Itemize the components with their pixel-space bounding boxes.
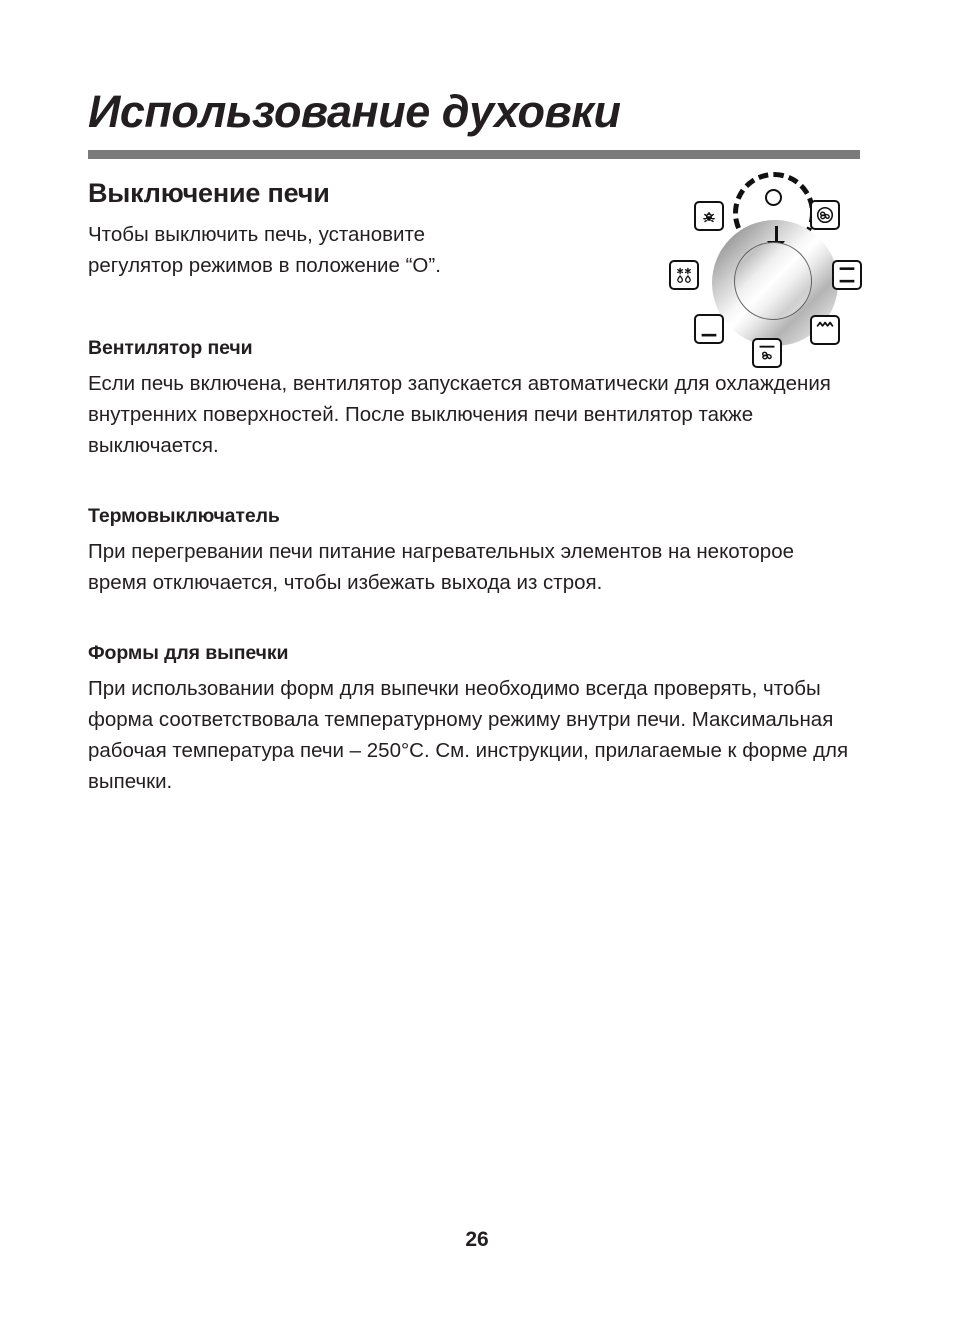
- section-oven-fan-heading: Вентилятор печи: [88, 337, 253, 359]
- section-baking-forms-body: При использовании форм для выпечки необходимо всегда проверять, чтобы форма соответствовала температурному режиму внутри печи. Максимальная рабочая температура печи – 250°C. См. инструкции, прилагаемые к форме для выпечки.: [88, 677, 849, 793]
- section-thermal-switch-body: При перегревании печи питание нагревательных элементов на некоторое время отключается, чтобы избежать выхода из строя.: [88, 540, 794, 594]
- section-thermal-switch-heading: Термовыключатель: [88, 505, 280, 527]
- page-number: 26: [465, 1228, 489, 1251]
- section-power-off-body: Чтобы выключить печь, установите регулятор режимов в положение “O”.: [88, 223, 441, 277]
- content-column: [88, 178, 868, 797]
- section-power-off-heading: Выключение печи: [88, 178, 330, 208]
- page-title: Использование духовки: [88, 86, 621, 137]
- section-oven-fan-body: Если печь включена, вентилятор запускается автоматически для охлаждения внутренних поверхностей. После выключения печи вентилятор также выключается.: [88, 372, 831, 457]
- section-baking-forms-heading: Формы для выпечки: [88, 642, 289, 664]
- section-power-off: [88, 178, 518, 281]
- section-oven-fan: [88, 337, 848, 461]
- title-divider-rule: [88, 150, 860, 159]
- section-thermal-switch: [88, 505, 848, 598]
- section-baking-forms: [88, 642, 868, 797]
